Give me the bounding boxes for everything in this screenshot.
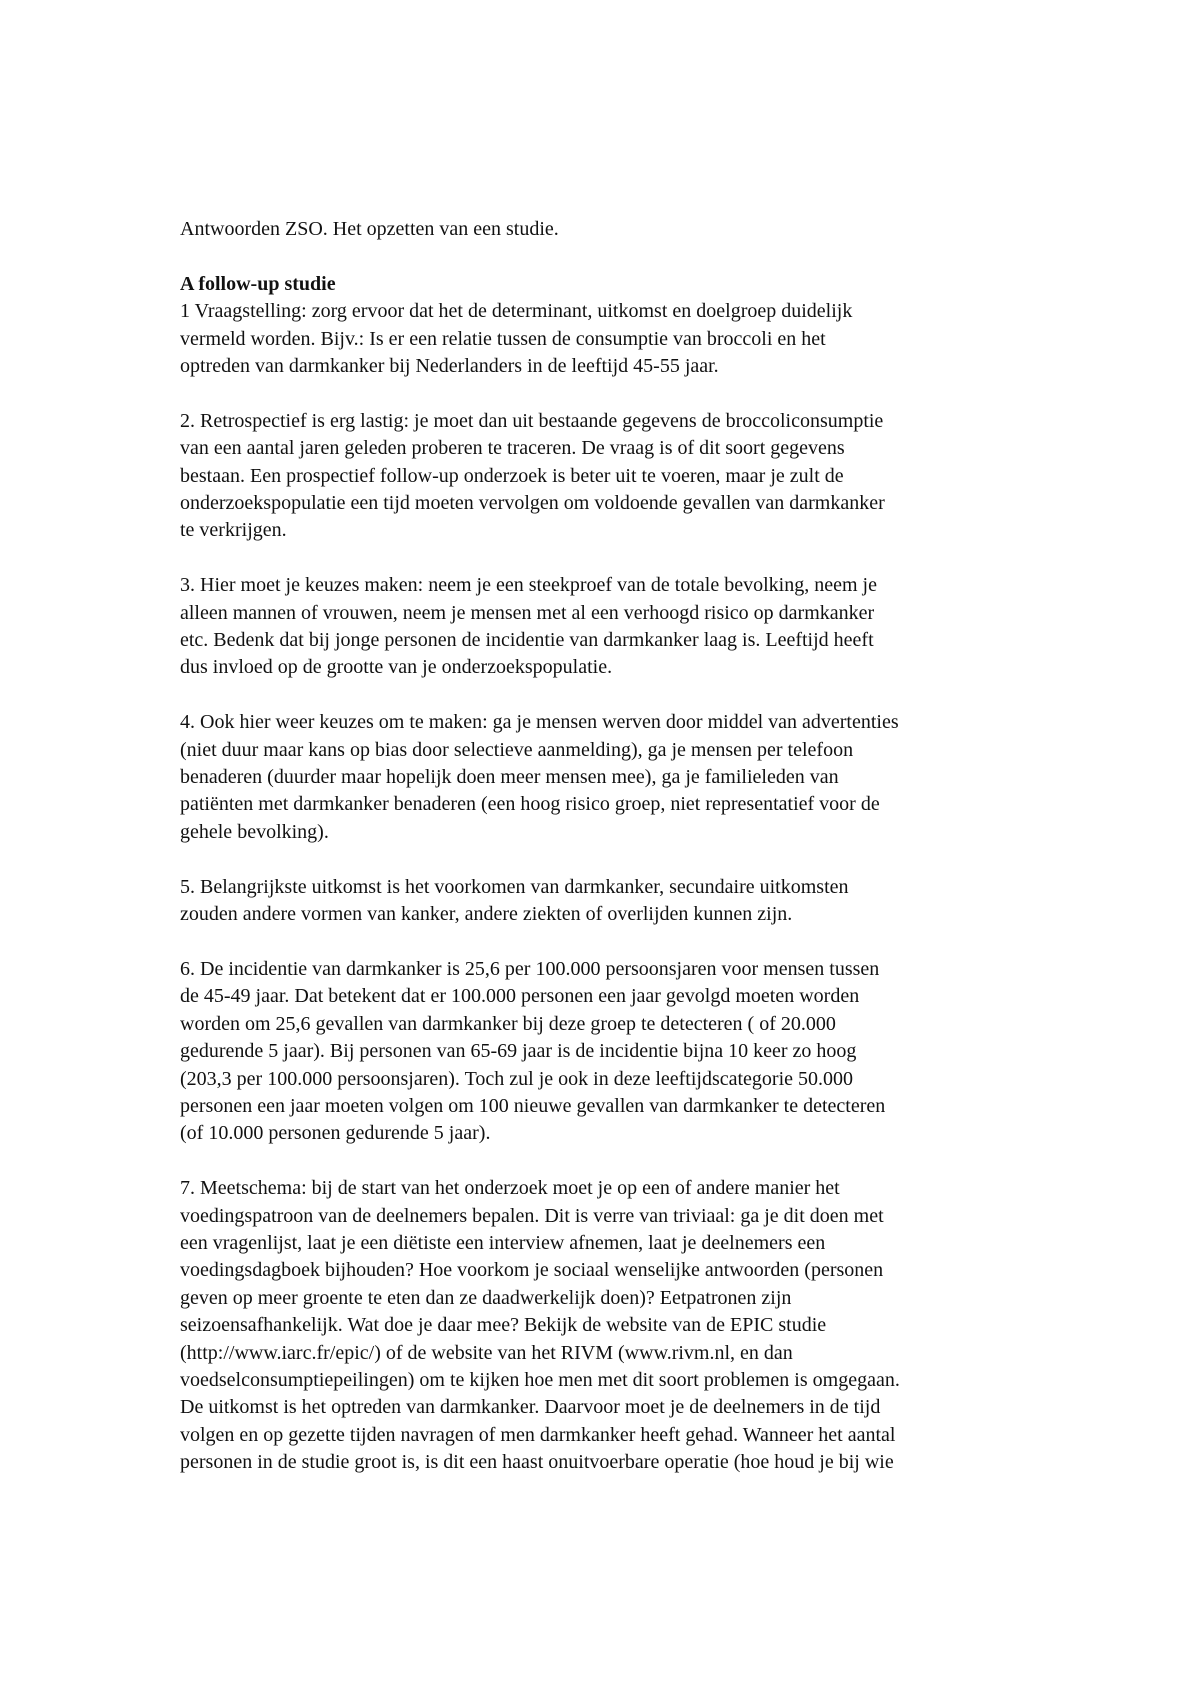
paragraph-line: personen in de studie groot is, is dit een haast onuitvoerbare operatie (hoe houd je bij wie (180, 1451, 894, 1474)
paragraph-line: geven op meer groente te eten dan ze daadwerkelijk doen)? Eetpatronen zijn (180, 1286, 792, 1309)
paragraph-line: personen een jaar moeten volgen om 100 nieuwe gevallen van darmkanker te detecteren (180, 1094, 886, 1117)
paragraph-line: seizoensafhankelijk. Wat doe je daar mee? Bekijk de website van de EPIC studie (180, 1314, 827, 1337)
paragraph-line: volgen en op gezette tijden navragen of men darmkanker heeft gehad. Wanneer het aantal (180, 1423, 896, 1446)
paragraph-line: voedselconsumptiepeilingen) om te kijken hoe men met dit soort problemen is omgegaan. (180, 1368, 900, 1391)
paragraph-line: 1 Vraagstelling: zorg ervoor dat het de determinant, uitkomst en doelgroep duidelijk (180, 300, 853, 323)
paragraph-line: gehele bevolking). (180, 820, 329, 843)
document-page (180, 216, 1060, 1477)
paragraph-line: voedingspatroon van de deelnemers bepalen. Dit is verre van triviaal: ga je dit doen met (180, 1204, 884, 1227)
paragraph-spacer (180, 846, 1060, 873)
paragraph-spacer (180, 682, 1060, 709)
paragraph-3 (180, 572, 1060, 682)
paragraph-line: (of 10.000 personen gedurende 5 jaar). (180, 1122, 491, 1145)
paragraph-line: optreden van darmkanker bij Nederlanders in de leeftijd 45-55 jaar. (180, 355, 719, 378)
paragraph-line: 4. Ook hier weer keuzes om te maken: ga je mensen werven door middel van advertenties (180, 711, 899, 734)
paragraph-1 (180, 298, 1060, 380)
paragraph-7 (180, 1175, 1060, 1476)
paragraph-line: (niet duur maar kans op bias door selectieve aanmelding), ga je mensen per telefoon (180, 738, 854, 761)
paragraph-line: (203,3 per 100.000 persoonsjaren). Toch zul je ook in deze leeftijdscategorie 50.000 (180, 1067, 854, 1090)
paragraph-line: van een aantal jaren geleden proberen te traceren. De vraag is of dit soort gegevens (180, 437, 845, 460)
paragraph-line: etc. Bedenk dat bij jonge personen de incidentie van darmkanker laag is. Leeftijd heeft (180, 629, 874, 652)
paragraph-line: 5. Belangrijkste uitkomst is het voorkomen van darmkanker, secundaire uitkomsten (180, 875, 849, 898)
paragraph-4 (180, 709, 1060, 846)
paragraph-line: onderzoekspopulatie een tijd moeten vervolgen om voldoende gevallen van darmkanker (180, 492, 885, 515)
paragraph-line: te verkrijgen. (180, 519, 287, 542)
paragraph-line: alleen mannen of vrouwen, neem je mensen met al een verhoogd risico op darmkanker (180, 601, 875, 624)
paragraph-spacer (180, 1148, 1060, 1175)
paragraph-spacer (180, 545, 1060, 572)
paragraph-line: een vragenlijst, laat je een diëtiste een interview afnemen, laat je deelnemers een (180, 1231, 826, 1254)
paragraph-line: de 45-49 jaar. Dat betekent dat er 100.000 personen een jaar gevolgd moeten worden (180, 985, 860, 1008)
paragraph-line: bestaan. Een prospectief follow-up onderzoek is beter uit te voeren, maar je zult de (180, 464, 844, 487)
paragraph-line: gedurende 5 jaar). Bij personen van 65-69 jaar is de incidentie bijna 10 keer zo hoog (180, 1040, 857, 1063)
paragraph-2 (180, 408, 1060, 545)
paragraph-line: vermeld worden. Bijv.: Is er een relatie tussen de consumptie van broccoli en het (180, 327, 826, 350)
paragraph-line: worden om 25,6 gevallen van darmkanker bij deze groep te detecteren ( of 20.000 (180, 1012, 836, 1035)
paragraph-spacer (180, 928, 1060, 955)
spacer (180, 243, 1060, 270)
paragraph-line: 2. Retrospectief is erg lastig: je moet dan uit bestaande gegevens de broccoliconsumptie (180, 409, 884, 432)
paragraph-line: 7. Meetschema: bij de start van het onderzoek moet je op een of andere manier het (180, 1177, 840, 1200)
paragraph-line: zouden andere vormen van kanker, andere ziekten of overlijden kunnen zijn. (180, 903, 793, 926)
paragraph-6 (180, 956, 1060, 1148)
paragraph-line: dus invloed op de grootte van je onderzoekspopulatie. (180, 656, 613, 679)
paragraph-spacer (180, 380, 1060, 407)
paragraph-line: (http://www.iarc.fr/epic/) of de website van het RIVM (www.rivm.nl, en dan (180, 1341, 793, 1364)
document-title: Antwoorden ZSO. Het opzetten van een studie. (180, 218, 559, 240)
paragraph-line: benaderen (duurder maar hopelijk doen meer mensen mee), ga je familieleden van (180, 766, 839, 789)
paragraph-line: 6. De incidentie van darmkanker is 25,6 per 100.000 persoonsjaren voor mensen tussen (180, 957, 880, 980)
paragraphs (180, 298, 1060, 1476)
paragraph-line: 3. Hier moet je keuzes maken: neem je een steekproef van de totale bevolking, neem je (180, 574, 877, 597)
paragraph-line: patiënten met darmkanker benaderen (een hoog risico groep, niet representatief voor de (180, 793, 880, 816)
paragraph-line: voedingsdagboek bijhouden? Hoe voorkom je sociaal wenselijke antwoorden (personen (180, 1259, 884, 1282)
section-heading: A follow-up studie (180, 272, 336, 295)
paragraph-line: De uitkomst is het optreden van darmkanker. Daarvoor moet je de deelnemers in de tijd (180, 1396, 881, 1419)
paragraph-5 (180, 874, 1060, 929)
